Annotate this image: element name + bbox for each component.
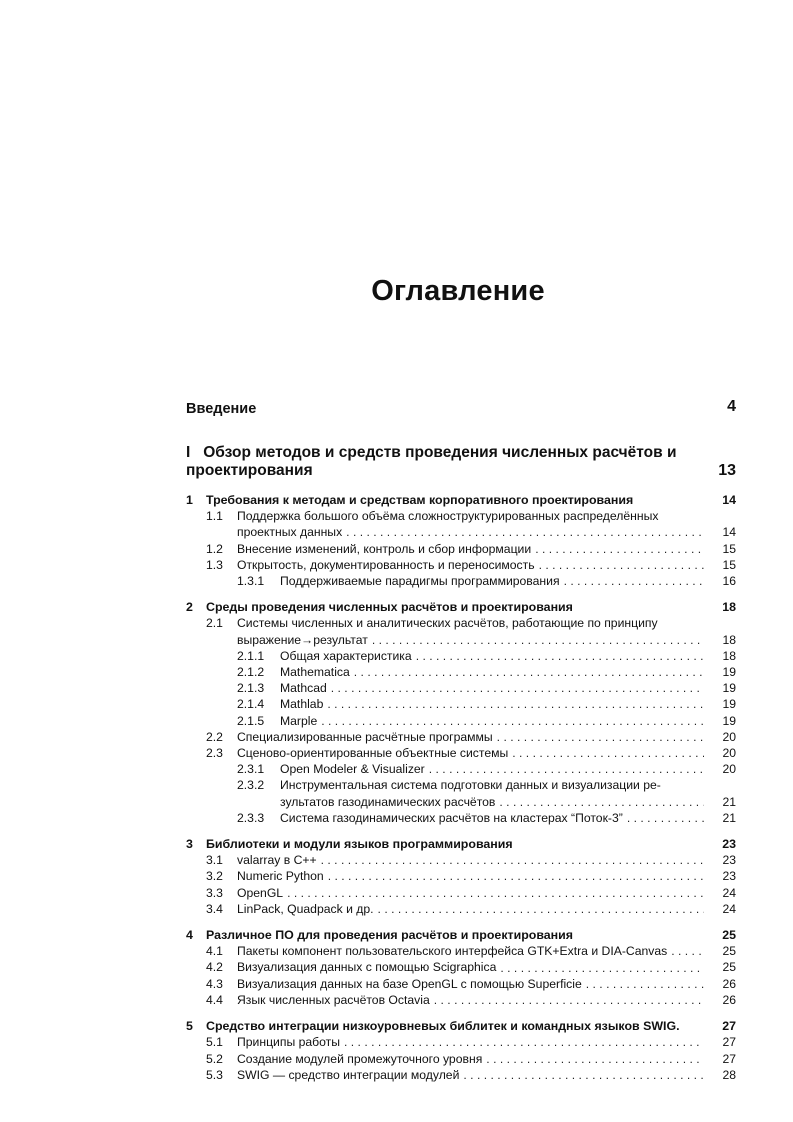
toc-chapter xyxy=(186,927,736,1008)
toc-leader xyxy=(354,664,704,680)
toc-section-number: 5.3 xyxy=(206,1067,223,1082)
toc-leader xyxy=(331,680,704,696)
toc-section-number: 2.2 xyxy=(206,729,223,744)
toc-section-title: Открытость, документированность и переносимость xyxy=(237,557,535,572)
toc-chapter-entry[interactable] xyxy=(186,927,736,943)
toc-section-number: 3.4 xyxy=(206,901,223,916)
toc-section-entry[interactable] xyxy=(186,1034,736,1050)
toc-leader xyxy=(328,868,704,884)
toc-subsection-entry[interactable] xyxy=(186,761,736,777)
toc-chapter xyxy=(186,599,736,826)
toc-chapter-page: 27 xyxy=(722,1019,736,1034)
toc-subsection-number: 2.3.3 xyxy=(237,810,265,825)
toc-section-page: 24 xyxy=(722,901,736,916)
toc-section-number: 3.1 xyxy=(206,853,223,868)
toc-chapter-number: 5 xyxy=(186,1019,193,1034)
toc-leader xyxy=(497,729,704,745)
toc-leader xyxy=(500,960,704,976)
toc-section-entry[interactable] xyxy=(186,745,736,761)
toc-subsection-page: 16 xyxy=(722,574,736,589)
toc-section-entry[interactable] xyxy=(186,1051,736,1067)
toc-section-page: 25 xyxy=(722,960,736,975)
toc-section-page: 14 xyxy=(722,525,736,540)
toc-leader xyxy=(321,713,704,729)
toc-section-page: 18 xyxy=(722,632,736,647)
toc-section-entry[interactable] xyxy=(186,541,736,557)
toc-section-page: 26 xyxy=(722,976,736,991)
toc-chapter-entry[interactable] xyxy=(186,599,736,615)
toc-subsection-title: Инструментальная система подготовки данных и визуализации ре- xyxy=(280,778,661,793)
toc-leader xyxy=(564,573,704,589)
toc-section-entry[interactable] xyxy=(186,901,736,917)
toc-chapter-title: Средство интеграции низкоуровневых библитек и командных языков SWIG. xyxy=(206,1019,680,1034)
toc-section-title: valarray в C++ xyxy=(237,853,317,868)
toc-chapter-list xyxy=(186,492,736,1093)
toc-chapter-page: 23 xyxy=(722,837,736,852)
toc-leader xyxy=(434,992,704,1008)
toc-subsection-number: 2.1.4 xyxy=(237,697,265,712)
toc-section-number: 1.3 xyxy=(206,557,223,572)
toc-subsection-page: 21 xyxy=(722,810,736,825)
toc-section-number: 4.3 xyxy=(206,976,223,991)
toc-subsection-page: 19 xyxy=(722,713,736,728)
toc-section-title: Принципы работы xyxy=(237,1035,340,1050)
toc-leader xyxy=(499,794,704,810)
toc-subsection-page: 19 xyxy=(722,665,736,680)
toc-part-title-line2: проектирования xyxy=(186,462,313,479)
toc-subsection-number: 2.1.3 xyxy=(237,681,265,696)
toc-section-title: Numeric Python xyxy=(237,869,324,884)
toc-subsection-title: Общая характеристика xyxy=(280,648,412,663)
toc-section-page: 24 xyxy=(722,885,736,900)
toc-leader xyxy=(378,901,704,917)
toc-section-page: 15 xyxy=(722,541,736,556)
toc-section-title: Визуализация данных с помощью Scigraphica xyxy=(237,960,497,975)
toc-section-page: 28 xyxy=(722,1067,736,1082)
toc-subsection-page: 19 xyxy=(722,681,736,696)
toc-subsection-number: 2.1.1 xyxy=(237,648,265,663)
toc-section-number: 4.1 xyxy=(206,944,223,959)
toc-leader xyxy=(539,557,704,573)
toc-section-title-cont: проектных данных xyxy=(237,525,343,540)
toc-section-number: 5.1 xyxy=(206,1035,223,1050)
toc-section-continuation[interactable] xyxy=(237,524,736,540)
toc-leader xyxy=(344,1034,704,1050)
toc-leader xyxy=(416,648,704,664)
toc-part-label: I xyxy=(186,444,191,461)
toc-leader xyxy=(486,1051,704,1067)
toc-section-title: Поддержка большого объёма сложноструктурированных распределённых xyxy=(237,509,659,524)
toc-leader xyxy=(327,696,704,712)
toc-section-number: 3.3 xyxy=(206,885,223,900)
toc-chapter-page: 25 xyxy=(722,928,736,943)
toc-chapter-title: Библиотеки и модули языков программирования xyxy=(206,837,513,852)
toc-intro-page: 4 xyxy=(727,398,736,415)
toc-leader xyxy=(684,1018,704,1034)
toc-subsection-title: Система газодинамических расчётов на кластерах “Поток-3” xyxy=(280,810,623,825)
toc-section-number: 2.1 xyxy=(206,616,223,631)
toc-section-title: Специализированные расчётные программы xyxy=(237,729,493,744)
toc-subsection-entry[interactable] xyxy=(186,696,736,712)
toc-section-title: Визуализация данных на базе OpenGL с помощью Superficie xyxy=(237,976,582,991)
toc-chapter-title: Требования к методам и средствам корпоративного проектирования xyxy=(206,493,634,507)
toc-subsection-page: 19 xyxy=(722,697,736,712)
toc-chapter-title: Различное ПО для проведения расчётов и проектирования xyxy=(206,928,574,943)
toc-section-page: 25 xyxy=(722,944,736,959)
toc-chapter-number: 3 xyxy=(186,837,193,852)
toc-section-entry[interactable] xyxy=(186,885,736,901)
toc-section-entry[interactable] xyxy=(186,852,736,868)
toc-chapter-entry[interactable] xyxy=(186,492,736,508)
toc-chapter xyxy=(186,492,736,589)
toc-section-title: Сценово-ориентированные объектные системы xyxy=(237,746,509,761)
toc-section-continuation[interactable] xyxy=(237,632,736,648)
toc-leader xyxy=(577,599,704,615)
toc-chapter-number: 2 xyxy=(186,600,193,615)
toc-section-number: 3.2 xyxy=(206,869,223,884)
toc-subsection-title: Open Modeler & Visualizer xyxy=(280,762,425,777)
toc-subsection-title-cont: зультатов газодинамических расчётов xyxy=(280,794,496,809)
toc-section-title: LinPack, Quadpack и др. xyxy=(237,901,374,916)
toc-leader xyxy=(346,524,704,540)
toc-leader xyxy=(372,632,704,648)
toc-subsection-entry[interactable] xyxy=(186,648,736,664)
toc-section-number: 4.4 xyxy=(206,992,223,1007)
toc-chapter-entry[interactable] xyxy=(186,1018,736,1034)
toc-section-title: Язык численных расчётов Octavia xyxy=(237,992,430,1007)
toc-leader xyxy=(517,836,704,852)
toc-section-page: 27 xyxy=(722,1035,736,1050)
toc-section-entry[interactable] xyxy=(186,943,736,959)
toc-section-entry[interactable] xyxy=(186,729,736,745)
toc-leader xyxy=(671,943,704,959)
toc-section-entry[interactable] xyxy=(186,557,736,573)
toc-subsection-number: 2.3.2 xyxy=(237,778,265,793)
toc-section-number: 5.2 xyxy=(206,1051,223,1066)
toc-subsection-page: 18 xyxy=(722,648,736,663)
toc-subsection-title: Поддерживаемые парадигмы программирования xyxy=(280,574,560,589)
toc-subsection-page: 20 xyxy=(722,762,736,777)
toc-section-entry[interactable] xyxy=(186,959,736,975)
toc-subsection-continuation[interactable] xyxy=(280,794,736,810)
toc-leader xyxy=(287,885,704,901)
toc-subsection-entry[interactable] xyxy=(186,664,736,680)
toc-subsection-number: 2.1.5 xyxy=(237,713,265,728)
toc-section-page: 20 xyxy=(722,746,736,761)
toc-subsection-number: 1.3.1 xyxy=(237,574,265,589)
toc-subsection-number: 2.1.2 xyxy=(237,665,265,680)
toc-chapter-page: 14 xyxy=(722,493,736,507)
toc-leader xyxy=(429,761,704,777)
toc-subsection-page: 21 xyxy=(722,794,736,809)
toc-section-entry[interactable] xyxy=(186,1067,736,1083)
toc-section-page: 23 xyxy=(722,853,736,868)
toc-leader xyxy=(577,927,704,943)
toc-section-entry[interactable] xyxy=(186,976,736,992)
toc-section-title: Пакеты компонент пользовательского интерфейса GTK+Extra и DIA-Canvas xyxy=(237,944,668,959)
toc-leader xyxy=(535,541,704,557)
toc-section-number: 2.3 xyxy=(206,746,223,761)
toc-subsection-number: 2.3.1 xyxy=(237,762,265,777)
toc-section-entry[interactable] xyxy=(186,615,736,631)
toc-section-page: 20 xyxy=(722,729,736,744)
toc-section-title: Создание модулей промежуточного уровня xyxy=(237,1051,483,1066)
toc-subsection-entry[interactable] xyxy=(186,810,736,826)
toc-leader xyxy=(637,492,704,508)
toc-part-title-line1: Обзор методов и средств проведения численных расчётов и xyxy=(203,444,677,461)
toc-section-page: 26 xyxy=(722,992,736,1007)
toc-section-title: OpenGL xyxy=(237,885,284,900)
toc-section-number: 4.2 xyxy=(206,960,223,975)
toc-section-number: 1.1 xyxy=(206,509,223,524)
toc-section-entry[interactable] xyxy=(186,992,736,1008)
toc-section-number: 1.2 xyxy=(206,541,223,556)
toc-subsection-title: Mathlab xyxy=(280,697,324,712)
toc-subsection-title: Mathcad xyxy=(280,681,327,696)
toc-section-entry[interactable] xyxy=(186,868,736,884)
toc-intro-title: Введение xyxy=(186,401,257,417)
toc-leader xyxy=(463,1067,704,1083)
toc-chapter-entry[interactable] xyxy=(186,836,736,852)
toc-leader xyxy=(627,810,704,826)
toc-subsection-title: Marple xyxy=(280,713,318,728)
toc-section-page: 27 xyxy=(722,1051,736,1066)
toc-section-page: 15 xyxy=(722,557,736,572)
toc-chapter-number: 1 xyxy=(186,493,193,507)
toc-section-title: Системы численных и аналитических расчётов, работающие по принципу xyxy=(237,616,658,631)
toc-section-title: SWIG — средство интеграции модулей xyxy=(237,1067,460,1082)
toc-section-title-cont: выражение→результат xyxy=(237,632,368,647)
toc-chapter xyxy=(186,836,736,917)
toc-subsection-entry[interactable] xyxy=(186,680,736,696)
toc-leader xyxy=(512,745,704,761)
toc-subsection-entry[interactable] xyxy=(186,573,736,589)
toc-subsection-entry[interactable] xyxy=(186,713,736,729)
toc-section-page: 23 xyxy=(722,869,736,884)
toc-intro-entry[interactable] xyxy=(186,398,736,417)
toc-leader xyxy=(586,976,704,992)
toc-section-entry[interactable] xyxy=(186,508,736,524)
toc-chapter-title: Среды проведения численных расчётов и проектирования xyxy=(206,600,573,615)
toc-chapter xyxy=(186,1018,736,1083)
toc-leader xyxy=(321,852,704,868)
toc-part-page: 13 xyxy=(718,462,736,479)
toc-subsection-title: Mathematica xyxy=(280,665,350,680)
toc-chapter-page: 18 xyxy=(722,600,736,615)
toc-subsection-entry[interactable] xyxy=(186,777,736,793)
toc-section-title: Внесение изменений, контроль и сбор информации xyxy=(237,541,532,556)
page-title: Оглавление xyxy=(371,275,545,307)
toc-part-entry[interactable] xyxy=(186,444,736,480)
toc-chapter-number: 4 xyxy=(186,928,193,943)
